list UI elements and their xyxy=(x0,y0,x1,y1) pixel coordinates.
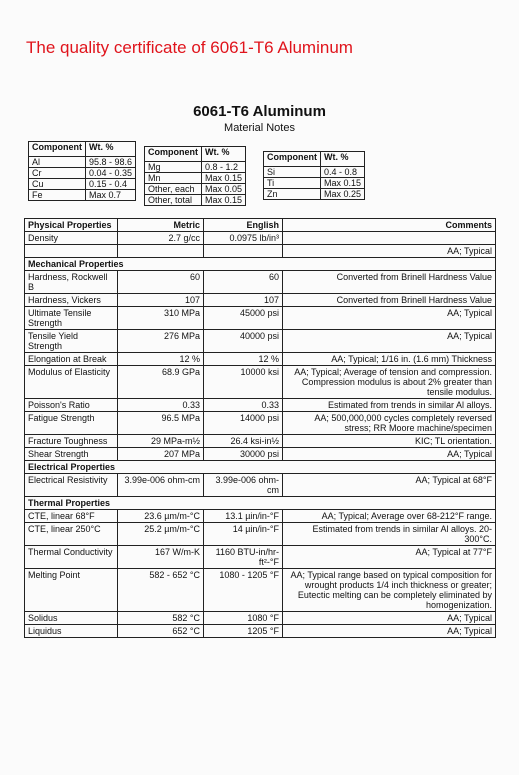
composition-row xyxy=(264,189,365,200)
property-name: Liquidus xyxy=(25,625,118,638)
english-value: 40000 psi xyxy=(204,330,283,353)
component-weight: Max 0.15 xyxy=(202,173,246,184)
metric-value: 167 W/m-K xyxy=(118,546,204,569)
metric-value: 652 °C xyxy=(118,625,204,638)
component-name: Other, total xyxy=(145,195,202,206)
component-name: Ti xyxy=(264,178,321,189)
property-row xyxy=(25,366,496,399)
property-row xyxy=(25,625,496,638)
property-name: Density xyxy=(25,232,118,245)
metric-value xyxy=(118,245,204,258)
property-comments: Converted from Brinell Hardness Value xyxy=(283,271,496,294)
property-name: Thermal Conductivity xyxy=(25,546,118,569)
property-name: Modulus of Elasticity xyxy=(25,366,118,399)
component-name: Cu xyxy=(29,179,86,190)
property-comments: KIC; TL orientation. xyxy=(283,435,496,448)
composition-row xyxy=(145,162,246,173)
property-comments: AA; Typical xyxy=(283,448,496,461)
property-comments: Estimated from trends in similar Al alloys. 20-300°C. xyxy=(283,523,496,546)
metric-value: 582 °C xyxy=(118,612,204,625)
component-name: Mg xyxy=(145,162,202,173)
property-name: Hardness, Vickers xyxy=(25,294,118,307)
property-row xyxy=(25,510,496,523)
property-row xyxy=(25,245,496,258)
composition-row xyxy=(264,178,365,189)
property-name: Electrical Resistivity xyxy=(25,474,118,497)
component-weight: Max 0.7 xyxy=(86,190,136,201)
english-value: 26.4 ksi-in½ xyxy=(204,435,283,448)
property-row xyxy=(25,523,496,546)
component-name: Al xyxy=(29,157,86,168)
property-row xyxy=(25,330,496,353)
component-weight: Max 0.05 xyxy=(202,184,246,195)
property-name: Fracture Toughness xyxy=(25,435,118,448)
component-header: Component xyxy=(145,147,202,162)
metric-value: 0.33 xyxy=(118,399,204,412)
metric-value: 582 - 652 °C xyxy=(118,569,204,612)
component-name: Cr xyxy=(29,168,86,179)
property-name: Elongation at Break xyxy=(25,353,118,366)
properties-header-row xyxy=(25,219,496,232)
english-value: 107 xyxy=(204,294,283,307)
property-row xyxy=(25,569,496,612)
english-value: 13.1 µin/in-°F xyxy=(204,510,283,523)
component-weight: 0.4 - 0.8 xyxy=(321,167,365,178)
english-value: 0.0975 lb/in³ xyxy=(204,232,283,245)
property-row xyxy=(25,399,496,412)
component-weight: 0.04 - 0.35 xyxy=(86,168,136,179)
metric-value: 12 % xyxy=(118,353,204,366)
property-comments: AA; Typical xyxy=(283,307,496,330)
property-comments: Converted from Brinell Hardness Value xyxy=(283,294,496,307)
metric-value: 2.7 g/cc xyxy=(118,232,204,245)
property-comments: AA; Typical; Average over 68-212°F range. xyxy=(283,510,496,523)
english-value: 0.33 xyxy=(204,399,283,412)
metric-value: 68.9 GPa xyxy=(118,366,204,399)
component-header: Component xyxy=(264,152,321,167)
section-heading: Thermal Properties xyxy=(25,497,496,510)
metric-value: 25.2 µm/m-°C xyxy=(118,523,204,546)
component-name: Other, each xyxy=(145,184,202,195)
property-comments: AA; Typical xyxy=(283,612,496,625)
wt-header: Wt. % xyxy=(86,142,136,157)
property-name: CTE, linear 68°F xyxy=(25,510,118,523)
metric-value: 96.5 MPa xyxy=(118,412,204,435)
section-row xyxy=(25,461,496,474)
english-value: 1205 °F xyxy=(204,625,283,638)
property-row xyxy=(25,353,496,366)
wt-header: Wt. % xyxy=(202,147,246,162)
metric-value: 276 MPa xyxy=(118,330,204,353)
property-name: Ultimate Tensile Strength xyxy=(25,307,118,330)
properties-table xyxy=(24,218,496,638)
property-row xyxy=(25,412,496,435)
composition-row xyxy=(29,168,136,179)
property-row xyxy=(25,474,496,497)
property-name: Shear Strength xyxy=(25,448,118,461)
composition-table-2 xyxy=(144,146,246,206)
property-comments: AA; 500,000,000 cycles completely reversed stress; RR Moore machine/specimen xyxy=(283,412,496,435)
property-comments: AA; Typical xyxy=(283,330,496,353)
section-row xyxy=(25,258,496,271)
property-name: CTE, linear 250°C xyxy=(25,523,118,546)
comments-heading: Comments xyxy=(283,219,496,232)
metric-value: 60 xyxy=(118,271,204,294)
composition-row xyxy=(29,157,136,168)
property-row xyxy=(25,546,496,569)
section-heading: Mechanical Properties xyxy=(25,258,496,271)
certificate-title: The quality certificate of 6061-T6 Aluminum xyxy=(26,38,353,57)
property-comments: AA; Typical at 68°F xyxy=(283,474,496,497)
component-name: Si xyxy=(264,167,321,178)
property-comments: Estimated from trends in similar Al alloys. xyxy=(283,399,496,412)
component-weight: Max 0.15 xyxy=(202,195,246,206)
component-weight: Max 0.15 xyxy=(321,178,365,189)
english-value: 3.99e-006 ohm-cm xyxy=(204,474,283,497)
metric-heading: Metric xyxy=(118,219,204,232)
english-value: 1080 °F xyxy=(204,612,283,625)
metric-value: 207 MPa xyxy=(118,448,204,461)
composition-table-1 xyxy=(28,141,136,201)
property-row xyxy=(25,612,496,625)
section-heading: Electrical Properties xyxy=(25,461,496,474)
property-name: Hardness, Rockwell B xyxy=(25,271,118,294)
property-comments: AA; Typical range based on typical composition for wrought products 1/4 inch thickness or greater; Eutectic melting can be completely eliminated by homogenization. xyxy=(283,569,496,612)
property-row xyxy=(25,307,496,330)
property-row xyxy=(25,448,496,461)
component-weight: 95.8 - 98.6 xyxy=(86,157,136,168)
metric-value: 310 MPa xyxy=(118,307,204,330)
property-comments: AA; Typical; Average of tension and compression. Compression modulus is about 2% greater than tensile modulus. xyxy=(283,366,496,399)
english-value: 30000 psi xyxy=(204,448,283,461)
property-name xyxy=(25,245,118,258)
component-header: Component xyxy=(29,142,86,157)
composition-row xyxy=(29,179,136,190)
property-row xyxy=(25,294,496,307)
component-weight: Max 0.25 xyxy=(321,189,365,200)
property-comments: AA; Typical xyxy=(283,625,496,638)
component-name: Zn xyxy=(264,189,321,200)
english-value xyxy=(204,245,283,258)
document-title: 6061-T6 Aluminum xyxy=(193,103,326,120)
property-comments xyxy=(283,232,496,245)
composition-table-3 xyxy=(263,151,365,200)
property-row xyxy=(25,232,496,245)
physical-properties-heading: Physical Properties xyxy=(25,219,118,232)
metric-value: 23.6 µm/m-°C xyxy=(118,510,204,523)
composition-row xyxy=(145,184,246,195)
metric-value: 107 xyxy=(118,294,204,307)
document-subtitle: Material Notes xyxy=(224,122,295,134)
english-heading: English xyxy=(204,219,283,232)
composition-row xyxy=(264,167,365,178)
composition-row xyxy=(145,173,246,184)
property-name: Poisson's Ratio xyxy=(25,399,118,412)
property-name: Solidus xyxy=(25,612,118,625)
section-row xyxy=(25,497,496,510)
property-row xyxy=(25,271,496,294)
property-name: Fatigue Strength xyxy=(25,412,118,435)
property-comments: AA; Typical at 77°F xyxy=(283,546,496,569)
property-comments: AA; Typical xyxy=(283,245,496,258)
property-comments: AA; Typical; 1/16 in. (1.6 mm) Thickness xyxy=(283,353,496,366)
property-name: Tensile Yield Strength xyxy=(25,330,118,353)
english-value: 1080 - 1205 °F xyxy=(204,569,283,612)
english-value: 12 % xyxy=(204,353,283,366)
composition-row xyxy=(29,190,136,201)
english-value: 45000 psi xyxy=(204,307,283,330)
metric-value: 3.99e-006 ohm-cm xyxy=(118,474,204,497)
component-weight: 0.15 - 0.4 xyxy=(86,179,136,190)
property-name: Melting Point xyxy=(25,569,118,612)
component-weight: 0.8 - 1.2 xyxy=(202,162,246,173)
english-value: 14 µin/in-°F xyxy=(204,523,283,546)
property-row xyxy=(25,435,496,448)
component-name: Mn xyxy=(145,173,202,184)
english-value: 1160 BTU-in/hr-ft²-°F xyxy=(204,546,283,569)
english-value: 14000 psi xyxy=(204,412,283,435)
component-name: Fe xyxy=(29,190,86,201)
metric-value: 29 MPa-m½ xyxy=(118,435,204,448)
composition-row xyxy=(145,195,246,206)
wt-header: Wt. % xyxy=(321,152,365,167)
english-value: 10000 ksi xyxy=(204,366,283,399)
english-value: 60 xyxy=(204,271,283,294)
